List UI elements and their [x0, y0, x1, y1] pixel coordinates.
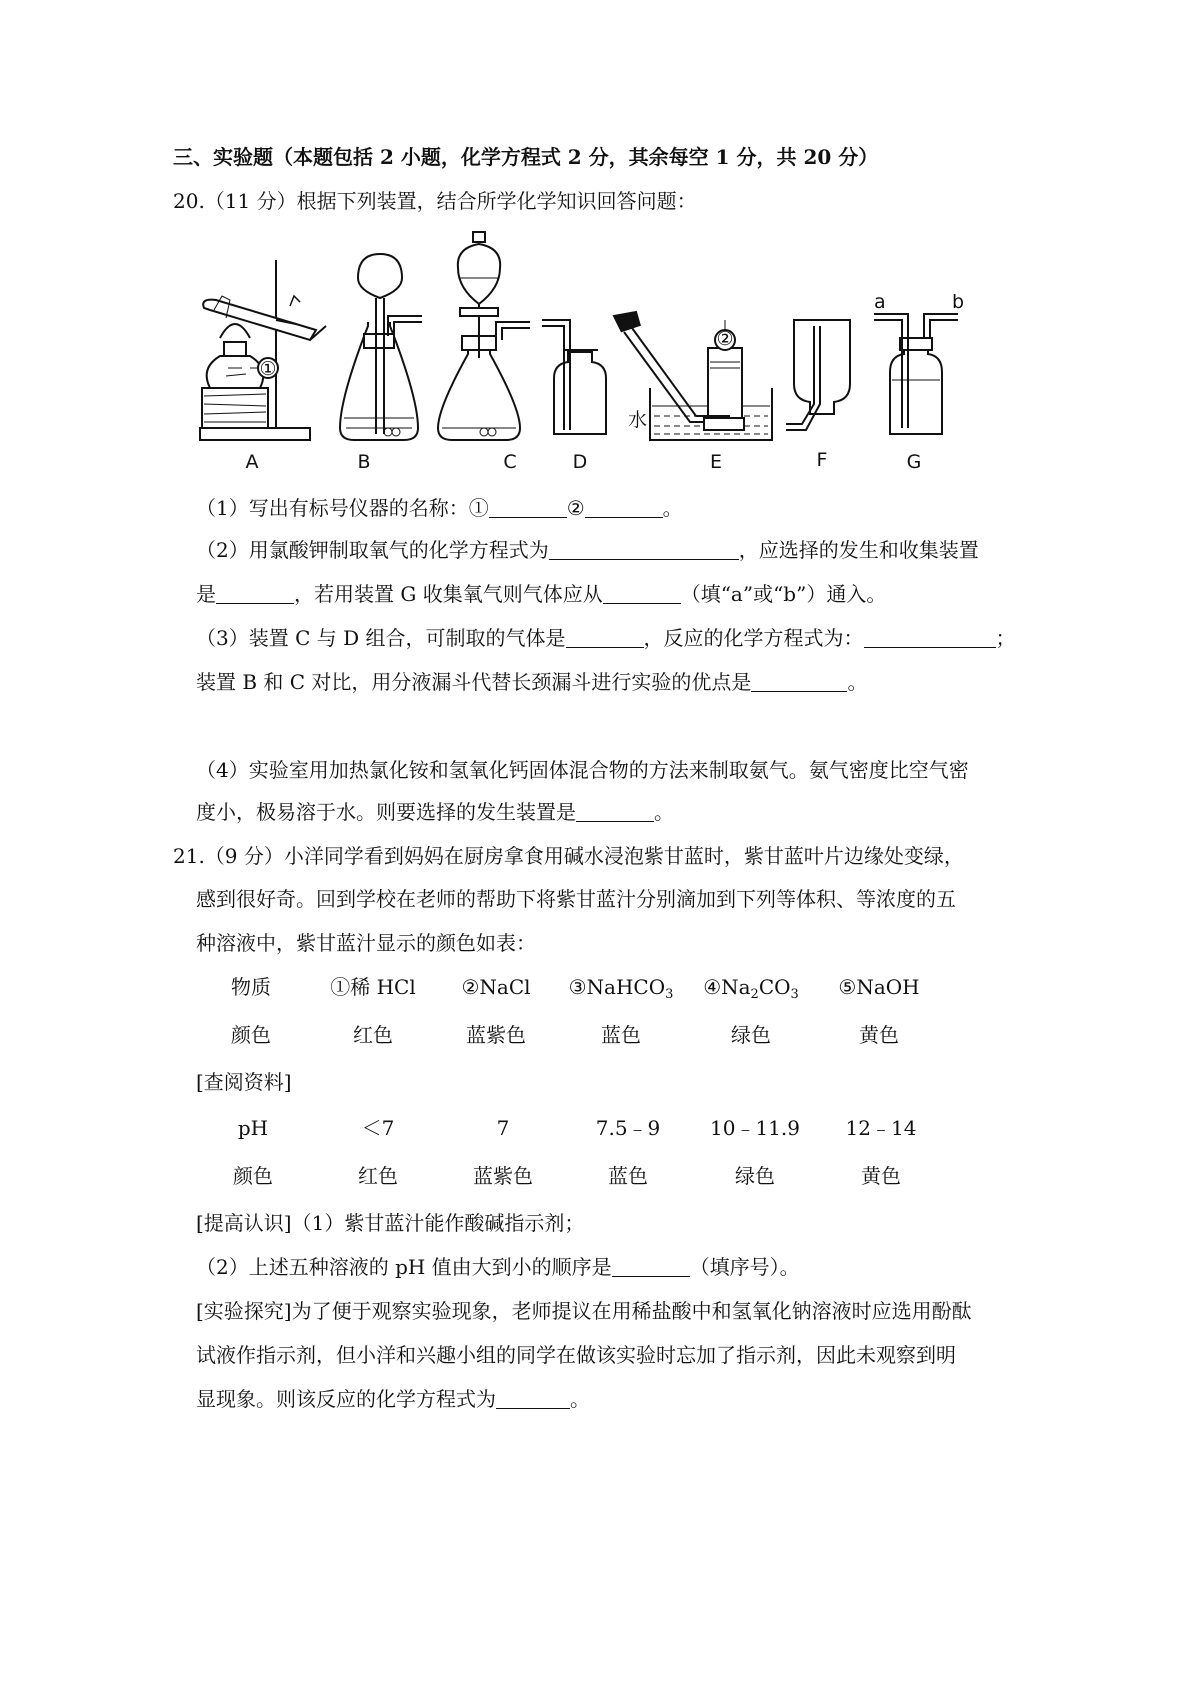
- water-label: 水: [628, 409, 648, 431]
- apparatus-figure: [190, 228, 990, 478]
- answer-blank-2[interactable]: [585, 497, 663, 518]
- q20-stem: 20.（11 分）根据下列装置，结合所学化学知识回答问题：: [173, 189, 697, 213]
- q21-stem-line1: 21.（9 分）小洋同学看到妈妈在厨房拿食用碱水浸泡紫甘蓝时，紫甘蓝叶片边缘处变绿，: [173, 844, 964, 868]
- marker-1: ①: [259, 358, 277, 380]
- answer-blank-ph-order[interactable]: [612, 1256, 690, 1277]
- explore-line3: 显现象。则该反应的化学方程式为 。: [196, 1387, 590, 1411]
- lookup-label: [查阅资料]: [196, 1070, 292, 1094]
- answer-blank-equation-o2[interactable]: [549, 539, 739, 560]
- answer-blank-equation-cd[interactable]: [864, 627, 996, 648]
- answer-blank-port[interactable]: [603, 583, 681, 604]
- answer-blank-advantage[interactable]: [751, 671, 847, 692]
- table1-cell: 绿色: [731, 1023, 771, 1047]
- answer-blank-gas[interactable]: [566, 627, 644, 648]
- port-a-label: a: [874, 291, 886, 313]
- q20-part3-line2: 装置 B 和 C 对比，用分液漏斗代替长颈漏斗进行实验的优点是 。: [196, 670, 868, 694]
- q20-part2-line2: 是 ，若用装置 G 收集氧气则气体应从 （填“a”或“b”）通入。: [196, 582, 887, 606]
- q20-part1: （1）写出有标号仪器的名称：① ② 。: [196, 496, 683, 520]
- table2-cell: 7.5﹣9: [595, 1116, 661, 1140]
- table1-cell: 蓝色: [601, 1023, 641, 1047]
- apparatus-c: [438, 232, 530, 440]
- table2-cell: ＜7: [361, 1116, 395, 1140]
- table2-header: 颜色: [233, 1164, 273, 1188]
- explore-line1: [实验探究]为了便于观察实验现象，老师提议在用稀盐酸中和氢氧化钠溶液时应选用酚酞: [196, 1299, 972, 1323]
- table1-cell: 红色: [353, 1023, 393, 1047]
- answer-blank-device[interactable]: [216, 583, 294, 604]
- q21-stem-line3: 种溶液中，紫甘蓝汁显示的颜色如表：: [196, 931, 536, 955]
- table2-cell: 12﹣14: [845, 1116, 917, 1140]
- apparatus-g: [874, 314, 958, 434]
- label-g: G: [906, 451, 922, 473]
- table2-cell: 7: [496, 1116, 510, 1140]
- table1-cell-na2co3: $④Na_2CO_3$: [703, 975, 799, 1002]
- answer-blank-nh3-device[interactable]: [576, 801, 654, 822]
- q20-part3-line1: （3）装置 C 与 D 组合，可制取的气体是 ，反应的化学方程式为： ；: [196, 626, 1016, 650]
- q21-stem-line2: 感到很好奇。回到学校在老师的帮助下将紫甘蓝汁分别滴加到下列等体积、等浓度的五: [196, 887, 956, 911]
- table2-cell: 绿色: [735, 1164, 775, 1188]
- table1-cell-nahco3: ③NaHCO$_3$: [568, 975, 674, 1002]
- table1-cell: ⑤NaOH: [838, 975, 920, 999]
- table2-cell: 红色: [358, 1164, 398, 1188]
- apparatus-a: [200, 260, 326, 440]
- label-b: B: [357, 451, 371, 473]
- label-a: A: [245, 451, 259, 473]
- apparatus-f: [786, 320, 850, 430]
- apparatus-d: [542, 320, 606, 434]
- table2-cell: 黄色: [861, 1164, 901, 1188]
- label-c: C: [503, 451, 517, 473]
- table1-header: 颜色: [231, 1023, 271, 1047]
- q21-part2: （2）上述五种溶液的 pH 值由大到小的顺序是 （填序号）。: [196, 1255, 800, 1279]
- table2-cell: 蓝色: [608, 1164, 648, 1188]
- improve-line: [提高认识]（1）紫甘蓝汁能作酸碱指示剂；: [196, 1211, 585, 1235]
- table2-header: pH: [237, 1116, 269, 1140]
- table1-cell: ①稀 HCl: [330, 975, 416, 999]
- table2-cell: 10﹣11.9: [710, 1116, 800, 1140]
- answer-blank-neutralization[interactable]: [496, 1388, 570, 1409]
- explore-line2: 试液作指示剂，但小洋和兴趣小组的同学在做该实验时忘加了指示剂，因此未观察到明: [196, 1343, 956, 1367]
- marker-2: ②: [716, 328, 734, 350]
- table1-cell: 蓝紫色: [466, 1023, 526, 1047]
- label-f: F: [816, 449, 828, 471]
- table2-cell: 蓝紫色: [473, 1164, 533, 1188]
- q20-part4-line1: （4）实验室用加热氯化铵和氢氧化钙固体混合物的方法来制取氨气。氨气密度比空气密: [196, 758, 969, 782]
- table1-cell: ②NaCl: [461, 975, 531, 999]
- port-b-label: b: [952, 291, 965, 313]
- table1-cell: 黄色: [859, 1023, 899, 1047]
- answer-blank-1[interactable]: [489, 497, 567, 518]
- label-d: D: [572, 451, 588, 473]
- label-e: E: [709, 451, 723, 473]
- apparatus-b: [340, 254, 422, 440]
- section-heading: 三、实验题（本题包括 2 小题，化学方程式 2 分，其余每空 1 分，共 20 分）: [173, 145, 879, 169]
- q20-part2-line1: （2）用氯酸钾制取氧气的化学方程式为 ，应选择的发生和收集装置: [196, 538, 979, 562]
- q20-part4-line2: 度小，极易溶于水。则要选择的发生装置是 。: [196, 800, 674, 824]
- table1-header: 物质: [231, 975, 271, 999]
